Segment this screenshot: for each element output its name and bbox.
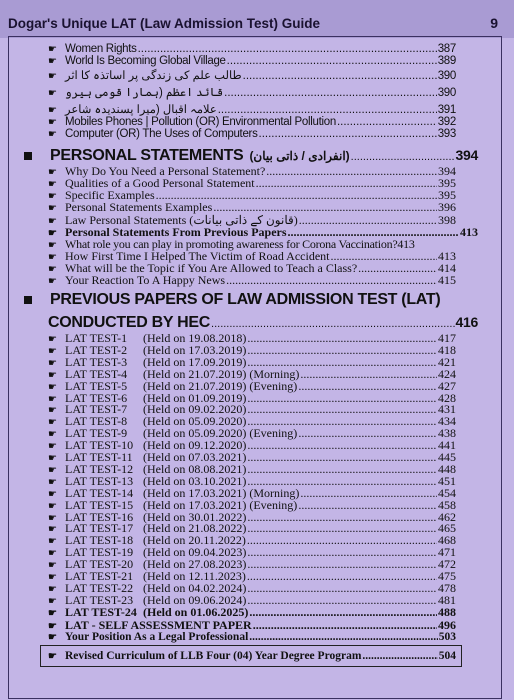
toc-entry[interactable]: ☛ Your Position As a Legal Professional ..... 503 — [48, 631, 456, 644]
leader-dots — [249, 606, 437, 619]
pointing-hand-icon: ☛ — [48, 583, 57, 595]
test-page: 448 — [438, 461, 456, 476]
test-date: (Held on 21.08.2022) — [143, 521, 247, 536]
test-name: LAT TEST-16 — [65, 509, 134, 524]
test-date: (Held on 04.02.2024) — [143, 580, 247, 595]
test-name: LAT TEST-17 — [65, 521, 134, 536]
running-header — [0, 0, 514, 38]
pointing-hand-icon: ☛ — [48, 345, 57, 357]
pointing-hand-icon: ☛ — [48, 179, 57, 190]
toc-entry[interactable]: ☛ What role you can play in promoting awareness for Corona Vaccination? 413 — [48, 237, 415, 251]
test-date: (Held on 09.02.2020) — [143, 402, 247, 417]
square-bullet-icon — [24, 152, 32, 160]
pointing-hand-icon: ☛ — [48, 632, 57, 643]
test-date: (Held on 17.03.2021) (Morning) — [143, 485, 300, 500]
leader-dots — [227, 55, 437, 68]
test-date: (Held on 17.03.2021) (Evening) — [143, 497, 298, 512]
pointing-hand-icon: ☛ — [48, 572, 57, 583]
toc-entry[interactable]: ☛ LAT - SELF ASSESSMENT PAPER ..... 496 — [48, 619, 456, 633]
book-title: Dogar's Unique LAT (Law Admission Test) Guide — [8, 16, 320, 31]
toc-entry[interactable]: ☛ طالب علم کی زندگی پر اساتذہ کا اثر ..... 390 — [48, 70, 456, 83]
test-name: LAT TEST-19 — [65, 545, 134, 560]
test-page: 427 — [438, 378, 456, 393]
test-date: (Held on 17.03.2019) — [143, 342, 247, 357]
test-name: LAT TEST-21 — [65, 569, 134, 583]
test-date: (Held on 21.07.2019) (Evening) — [143, 378, 298, 393]
toc-entry[interactable]: ☛ Law Personal Statements (قانون کے ذاتی بیانات) ..... 398 — [48, 214, 456, 228]
test-date: (Held on 09.12.2020) — [143, 438, 247, 453]
pointing-hand-icon: ☛ — [48, 453, 57, 464]
test-name: LAT TEST-14 — [65, 485, 134, 500]
test-date: (Held on 21.07.2019) (Morning) — [143, 366, 300, 381]
test-name: LAT TEST-12 — [65, 461, 134, 476]
test-date: (Held on 19.08.2018) — [143, 331, 247, 345]
test-date: (Held on 17.09.2019) — [143, 354, 247, 369]
test-page: 418 — [438, 342, 456, 357]
pointing-hand-icon: ☛ — [48, 393, 57, 405]
test-date: (Held on 12.11.2023) — [143, 569, 246, 583]
section-heading-conducted[interactable]: CONDUCTED BY HEC ..... 416 — [48, 314, 478, 332]
pointing-hand-icon: ☛ — [48, 476, 57, 488]
test-page: 468 — [438, 533, 456, 548]
test-name: LAT TEST-22 — [65, 580, 134, 595]
leader-dots — [249, 631, 437, 644]
leader-dots — [259, 128, 437, 141]
leader-dots — [224, 87, 437, 100]
test-name: LAT TEST-3 — [65, 354, 128, 369]
test-page: 488 — [438, 604, 456, 619]
test-date: (Held on 01.09.2019) — [143, 390, 247, 405]
toc-entry[interactable]: ☛ قائد اعظم (ہمارا قومی ہیرو ..... 390 — [48, 87, 456, 100]
test-name: LAT TEST-10 — [65, 438, 134, 453]
test-page: 431 — [438, 402, 456, 417]
pointing-hand-icon: ☛ — [48, 117, 57, 128]
leader-dots — [211, 318, 455, 330]
toc-entry[interactable]: ☛ Qualities of a Good Personal Statement ..... 395 — [48, 177, 456, 191]
leader-dots — [362, 650, 437, 663]
pointing-hand-icon: ☛ — [48, 536, 57, 548]
pointing-hand-icon: ☛ — [48, 405, 57, 417]
toc-entry[interactable]: ☛ Computer (OR) The Uses of Computers ..... 393 — [48, 128, 456, 141]
toc-entry[interactable]: ☛ Personal Statements From Previous Papers ..... 413 — [48, 226, 478, 240]
test-date: (Held on 03.10.2021) — [143, 473, 247, 488]
test-name: LAT TEST-5 — [65, 378, 128, 393]
test-page: 458 — [438, 497, 456, 512]
pointing-hand-icon: ☛ — [48, 500, 57, 512]
test-name: LAT TEST-23 — [65, 592, 134, 607]
pointing-hand-icon: ☛ — [48, 44, 57, 55]
test-date: (Held on 05.09.2020) — [143, 414, 247, 429]
pointing-hand-icon: ☛ — [48, 216, 57, 227]
pointing-hand-icon: ☛ — [48, 334, 57, 345]
pointing-hand-icon: ☛ — [48, 512, 57, 524]
test-date: (Held on 09.06.2024) — [143, 592, 247, 607]
test-page: 472 — [438, 557, 456, 572]
pointing-hand-icon: ☛ — [48, 651, 57, 662]
test-name: LAT TEST-9 — [65, 426, 128, 441]
test-name: LAT TEST-13 — [65, 473, 134, 488]
toc-entry[interactable]: ☛ علامہ اقبال (میرا پسندیدہ شاعر ..... 391 — [48, 104, 456, 117]
pointing-hand-icon: ☛ — [48, 548, 57, 560]
toc-entry[interactable]: ☛ Women Rights ..... 387 — [48, 43, 456, 56]
pointing-hand-icon: ☛ — [48, 56, 57, 67]
test-date: (Held on 09.04.2023) — [143, 545, 247, 560]
pointing-hand-icon: ☛ — [48, 524, 57, 536]
test-name: LAT TEST-2 — [65, 342, 128, 357]
test-name: LAT TEST-1 — [65, 331, 128, 345]
pointing-hand-icon: ☛ — [48, 429, 57, 441]
toc-entry[interactable]: ☛ Personal Statements Examples ..... 396 — [48, 201, 456, 215]
pointing-hand-icon: ☛ — [48, 240, 57, 251]
test-page: 481 — [438, 592, 456, 607]
pointing-hand-icon: ☛ — [48, 488, 57, 500]
test-page: 454 — [438, 485, 456, 500]
test-date: (Held on 27.08.2023) — [143, 557, 247, 572]
test-page: 424 — [438, 366, 456, 381]
test-date: (Held on 08.08.2021) — [143, 461, 247, 476]
toc-entry[interactable]: ☛ Your Reaction To A Happy News ..... 415 — [48, 274, 456, 288]
pointing-hand-icon: ☛ — [48, 252, 57, 263]
test-page: 428 — [438, 390, 456, 405]
test-page: 438 — [438, 426, 456, 441]
test-name: LAT TEST-24 — [65, 604, 137, 619]
pointing-hand-icon: ☛ — [48, 381, 57, 393]
square-bullet-icon — [24, 296, 32, 304]
pointing-hand-icon: ☛ — [48, 203, 57, 214]
test-page: 421 — [438, 354, 456, 369]
test-page: 462 — [438, 509, 456, 524]
test-page: 451 — [438, 473, 456, 488]
pointing-hand-icon: ☛ — [48, 88, 57, 99]
toc-entry[interactable]: ☛ Revised Curriculum of LLB Four (04) Year Degree Program ..... 504 — [48, 650, 456, 663]
pointing-hand-icon: ☛ — [48, 191, 57, 202]
test-name: LAT TEST-18 — [65, 533, 134, 548]
toc-entry[interactable]: ☛ How First Time I Helped The Victim of Road Accident ..... 413 — [48, 250, 456, 264]
pointing-hand-icon: ☛ — [48, 560, 57, 572]
test-name: LAT TEST-15 — [65, 497, 134, 512]
test-name: LAT TEST-6 — [65, 390, 128, 405]
test-name: LAT TEST-7 — [65, 402, 128, 417]
toc-entry[interactable]: ☛ Specific Examples ..... 395 — [48, 189, 456, 203]
test-name: LAT TEST-20 — [65, 557, 134, 572]
pointing-hand-icon: ☛ — [48, 464, 57, 476]
pointing-hand-icon: ☛ — [48, 369, 57, 381]
leader-dots — [243, 70, 437, 83]
toc-entry[interactable]: ☛ Why Do You Need a Personal Statement? ..... 394 — [48, 165, 456, 179]
test-page: 441 — [438, 438, 456, 453]
test-date: (Held on 07.03.2021) — [143, 450, 247, 464]
page-number: 9 — [490, 15, 498, 31]
test-page: 475 — [438, 569, 456, 583]
test-page: 478 — [438, 580, 456, 595]
leader-dots — [226, 274, 437, 287]
pointing-hand-icon: ☛ — [48, 357, 57, 369]
section-heading-personal[interactable]: PERSONAL STATEMENTS (انفرادی / ذاتی بیان) ..... 394 — [24, 147, 478, 165]
pointing-hand-icon: ☛ — [48, 167, 57, 178]
test-page: 434 — [438, 414, 456, 429]
test-name: LAT TEST-8 — [65, 414, 128, 429]
toc-entry[interactable]: ☛ What will be the Topic if You Are Allowed to Teach a Class? ..... 414 — [48, 262, 456, 276]
section-heading-previous-papers[interactable]: PREVIOUS PAPERS OF LAW ADMISSION TEST (LAT) — [24, 291, 478, 309]
test-date: (Held on 20.11.2022) — [143, 533, 246, 548]
test-page: 417 — [438, 331, 456, 345]
pointing-hand-icon: ☛ — [48, 441, 57, 453]
pointing-hand-icon: ☛ — [48, 621, 57, 632]
test-name: LAT TEST-11 — [65, 450, 133, 464]
leader-dots — [351, 151, 455, 163]
toc-entry[interactable]: ☛ Mobiles Phones | Pollution (OR) Environmental Pollution ..... 392 — [48, 116, 456, 129]
test-page: 471 — [438, 545, 456, 560]
toc-entry[interactable]: ☛ World Is Becoming Global Village ..... 389 — [48, 55, 456, 68]
pointing-hand-icon: ☛ — [48, 607, 57, 619]
test-date: (Held on 30.01.2022) — [143, 509, 247, 524]
pointing-hand-icon: ☛ — [48, 417, 57, 429]
test-page: 445 — [438, 450, 456, 464]
pointing-hand-icon: ☛ — [48, 105, 57, 116]
pointing-hand-icon: ☛ — [48, 595, 57, 607]
pointing-hand-icon: ☛ — [48, 129, 57, 140]
test-name: LAT TEST-4 — [65, 366, 128, 381]
pointing-hand-icon: ☛ — [48, 264, 57, 275]
test-date: (Held on 01.06.2025) — [143, 604, 249, 619]
pointing-hand-icon: ☛ — [48, 228, 57, 239]
pointing-hand-icon: ☛ — [48, 276, 57, 287]
test-page: 465 — [438, 521, 456, 536]
pointing-hand-icon: ☛ — [48, 71, 57, 82]
test-date: (Held on 05.09.2020) (Evening) — [143, 426, 298, 441]
